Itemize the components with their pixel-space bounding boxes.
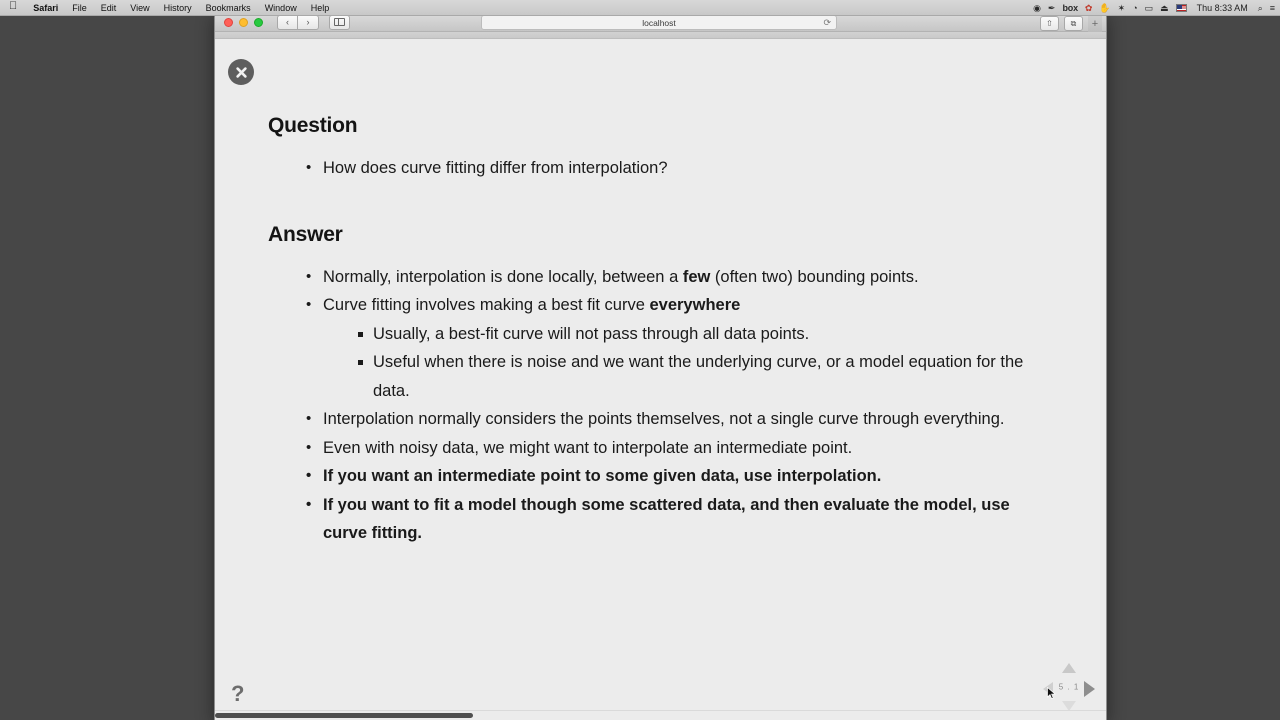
list-item: • If you want to fit a model though some scattered data, and then evaluate the model, use curve fitting.: [306, 491, 1046, 548]
menu-item-view[interactable]: View: [122, 2, 142, 13]
browser-nav-buttons: [277, 15, 319, 30]
nav-right-arrow-icon[interactable]: [1084, 681, 1095, 697]
menu-bar-status-group: [1033, 0, 1280, 15]
window-close-button[interactable]: [224, 18, 233, 27]
bullet-text-bold: few: [682, 267, 711, 286]
menu-item-file[interactable]: File: [64, 2, 79, 13]
bullet-text-bold: everywhere: [649, 296, 741, 314]
menu-item-help[interactable]: Help: [302, 2, 321, 13]
macos-menu-bar: [0, 0, 1280, 16]
dropbox-icon[interactable]: ✒: [1047, 2, 1056, 13]
show-tabs-button[interactable]: ⧉: [1064, 16, 1083, 31]
list-item: • Interpolation normally considers the points themselves, not a single curve through everything.: [306, 405, 1046, 434]
back-button[interactable]: ‹: [277, 15, 298, 30]
share-button[interactable]: ⇧: [1040, 16, 1059, 31]
eject-icon[interactable]: ⏏: [1160, 2, 1169, 13]
record-icon[interactable]: ◉: [1033, 2, 1041, 13]
list-item: [306, 263, 1046, 292]
new-tab-button[interactable]: +: [1088, 15, 1102, 32]
menu-item-edit[interactable]: Edit: [92, 2, 109, 13]
help-icon[interactable]: ?: [231, 681, 245, 706]
sidebar-icon: [334, 18, 345, 26]
slide-navigation-pad: [1043, 663, 1095, 711]
notification-icon[interactable]: ✿: [1084, 2, 1093, 13]
menu-bar-clock[interactable]: Thu 8:33 AM: [1196, 2, 1248, 13]
bullet-text-pre: Curve fitting involves making a best fit curve: [323, 296, 650, 314]
box-icon[interactable]: box: [1062, 2, 1078, 13]
browser-tab-strip: [215, 32, 1106, 39]
mouse-cursor: [1047, 687, 1056, 700]
answer-sub-bullet-list: [357, 320, 1046, 406]
slide-content: [268, 114, 1046, 548]
horizontal-scrollbar[interactable]: [215, 710, 1106, 719]
input-source-flag-icon[interactable]: [1176, 4, 1187, 12]
url-text: localhost: [642, 17, 676, 28]
hand-icon[interactable]: ✋: [1099, 2, 1111, 13]
bluetooth-icon[interactable]: ✶: [1117, 2, 1126, 13]
question-heading: Question: [268, 114, 358, 137]
question-bullet-list: [306, 154, 1046, 183]
list-item: Usually, a best-fit curve will not pass through all data points.: [357, 320, 1046, 349]
wifi-icon[interactable]: ◔: [1132, 2, 1138, 13]
list-item: [306, 291, 1046, 405]
nav-up-arrow-icon[interactable]: [1062, 663, 1076, 673]
sidebar-toggle-button[interactable]: [329, 15, 350, 30]
horizontal-scrollbar-thumb[interactable]: [215, 713, 473, 718]
address-bar[interactable]: [481, 15, 837, 30]
airplay-icon[interactable]: ▭: [1144, 2, 1154, 13]
browser-toolbar-right: [1040, 15, 1102, 32]
menu-item-window[interactable]: Window: [256, 2, 289, 13]
menu-bar-left-group: [0, 0, 336, 15]
window-traffic-lights: [215, 18, 263, 27]
slide-page: [215, 39, 1106, 719]
list-item: • If you want an intermediate point to some given data, use interpolation.: [306, 462, 1046, 491]
safari-browser-window: [214, 12, 1107, 720]
answer-heading: Answer: [268, 222, 343, 246]
slide-number-label: 5 . 1: [1058, 682, 1080, 692]
window-minimize-button[interactable]: [239, 18, 248, 27]
list-item: • Even with noisy data, we might want to interpolate an intermediate point.: [306, 434, 1046, 463]
menu-item-history[interactable]: History: [155, 2, 184, 13]
window-zoom-button[interactable]: [254, 18, 263, 27]
search-icon[interactable]: ⌕: [1257, 2, 1263, 13]
close-icon[interactable]: [228, 59, 254, 85]
reload-icon[interactable]: ⟳: [823, 17, 831, 27]
list-item: Useful when there is noise and we want the underlying curve, or a model equation for the data.: [357, 348, 1046, 405]
bullet-text-pre: Normally, interpolation is done locally, between a: [323, 267, 683, 286]
address-bar-container: [481, 15, 837, 30]
menu-item-bookmarks[interactable]: Bookmarks: [197, 2, 243, 13]
list-item: • How does curve fitting differ from interpolation?: [306, 154, 1046, 183]
menu-item-safari[interactable]: Safari: [25, 2, 51, 13]
bullet-text-post: (often two) bounding points.: [710, 267, 919, 286]
apple-menu-icon[interactable]: [0, 1, 26, 12]
answer-bullet-list: [306, 263, 1046, 548]
notification-center-icon[interactable]: ≡: [1269, 2, 1275, 13]
forward-button[interactable]: ›: [298, 15, 319, 30]
